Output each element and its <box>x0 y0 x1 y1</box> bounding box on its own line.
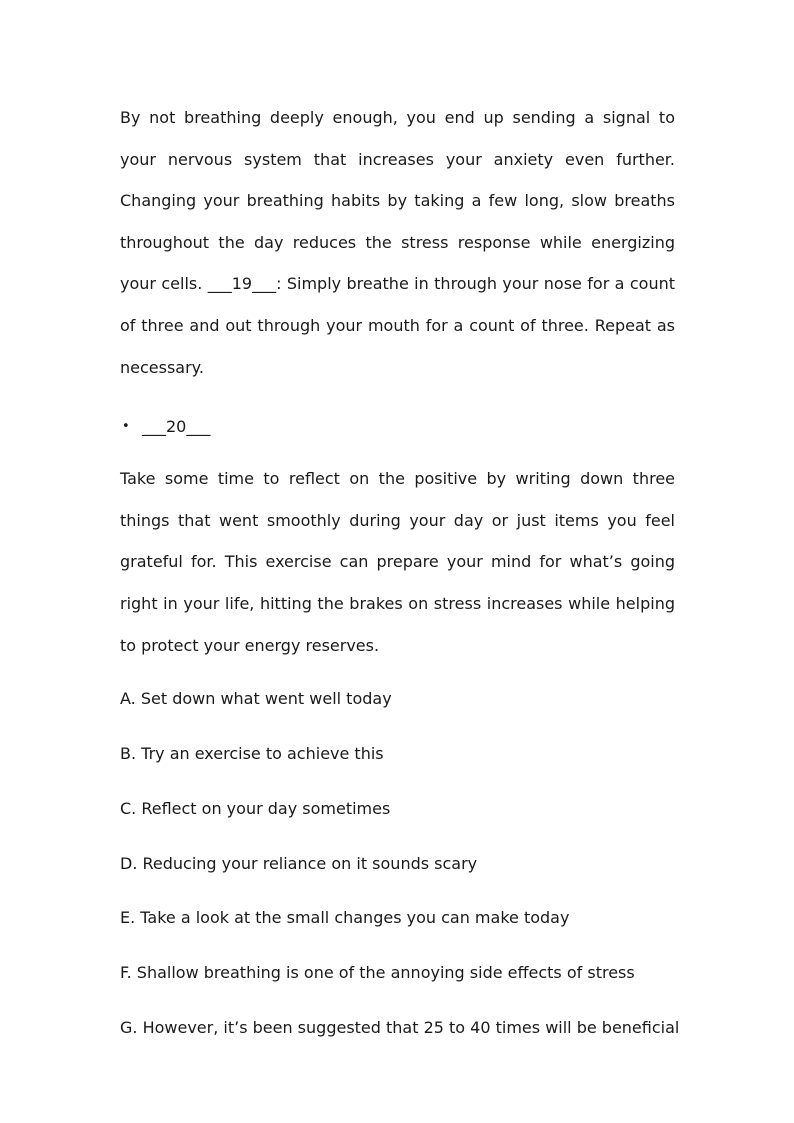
option-f: F. Shallow breathing is one of the annoying side effects of stress <box>120 963 635 983</box>
blank-20-label: ___20___ <box>142 416 211 436</box>
bullet-heading-20 <box>120 406 675 446</box>
paragraph-reflect: Take some time to reflect on the positive by writing down three things that went smoothly during your day or just items you feel grateful for. This exercise can prepare your mind for what’s going right in your life, hitting the brakes on stress increases while helping to protect your energy reserves. <box>120 469 675 655</box>
option-d: D. Reducing your reliance on it sounds scary <box>120 853 478 873</box>
paragraph-breathing: By not breathing deeply enough, you end up sending a signal to your nervous system that increases your anxiety even further. Changing your breathing habits by taking a few long, slow breaths throughout the day reduces the stress response while energizing your cells. ___19___: Simply breathe in through your nose for a count of three and out through your mouth for a count of three. Repeat as necessary. <box>120 108 675 377</box>
answer-options-list <box>120 678 680 1062</box>
option-g: G. However, it’s been suggested that 25 to 40 times will be beneficial <box>120 1017 680 1037</box>
bullet-icon: • <box>122 418 130 434</box>
option-e: E. Take a look at the small changes you can make today <box>120 908 570 928</box>
document-page <box>120 97 680 1062</box>
option-b: B. Try an exercise to achieve this <box>120 743 384 763</box>
option-a: A. Set down what went well today <box>120 689 392 709</box>
option-c: C. Reflect on your day sometimes <box>120 798 391 818</box>
